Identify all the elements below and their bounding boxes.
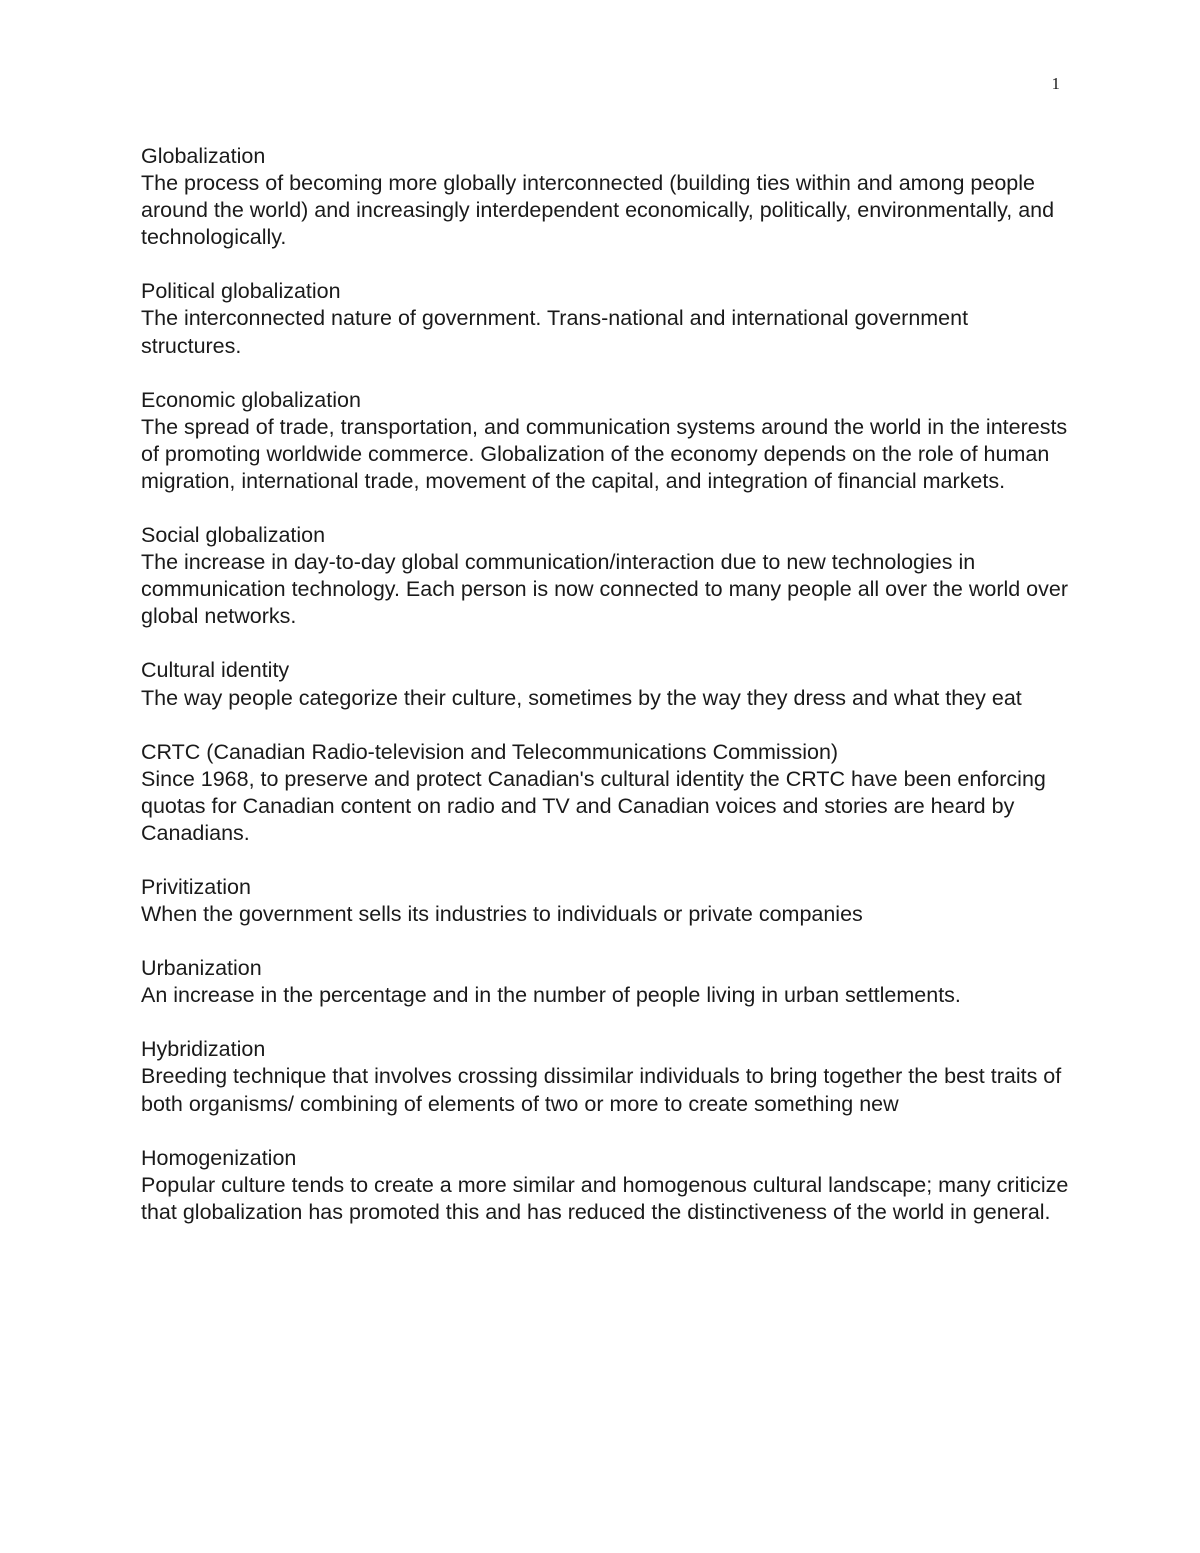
glossary-entry-crtc — [141, 739, 1071, 847]
page-number: 1 — [1051, 74, 1060, 93]
term-definition: Breeding technique that involves crossing dissimilar individuals to bring together the best traits of both organisms/ combining of elements of two or more to create something new — [141, 1064, 1062, 1116]
term-heading: Social globalization — [141, 523, 326, 548]
term-definition: The process of becoming more globally interconnected (building ties within and among people around the world) and increasingly interdependent economically, politically, environmentally, and technologically. — [141, 171, 1055, 250]
term-definition: The increase in day-to-day global communication/interaction due to new technologies in communication technology. Each person is now connected to many people all over the world over global networks. — [141, 550, 1069, 629]
term-heading: Economic globalization — [141, 387, 361, 412]
term-heading: CRTC (Canadian Radio-television and Telecommunications Commission) — [141, 739, 839, 764]
glossary-entry-homogenization — [141, 1145, 1071, 1226]
term-heading: Globalization — [141, 144, 266, 168]
term-definition: An increase in the percentage and in the number of people living in urban settlements. — [141, 983, 961, 1008]
term-definition: When the government sells its industries to individuals or private companies — [141, 902, 863, 927]
term-definition: Popular culture tends to create a more similar and homogenous cultural landscape; many criticize that globalization has promoted this and has reduced the distinctiveness of the world in general. — [141, 1172, 1069, 1224]
term-heading: Cultural identity — [141, 658, 290, 683]
term-definition: The interconnected nature of government. Trans-national and international government structures. — [141, 306, 969, 358]
glossary-entry-hybridization — [141, 1036, 1071, 1117]
term-heading: Homogenization — [141, 1145, 297, 1170]
glossary-entry-economic-globalization — [141, 387, 1071, 495]
term-heading: Urbanization — [141, 956, 262, 981]
glossary-entry-cultural-identity — [141, 657, 1071, 711]
term-heading: Privitization — [141, 874, 251, 899]
term-heading: Hybridization — [141, 1037, 266, 1062]
glossary-entry-political-globalization — [141, 278, 1071, 359]
term-heading: Political globalization — [141, 279, 341, 304]
glossary-entry-privitization — [141, 874, 1071, 928]
term-definition: The spread of trade, transportation, and communication systems around the world in the interests of promoting worldwide commerce. Globalization of the economy depends on the role of human migration, international trade, movement of the capital, and integration of financial markets. — [141, 414, 1068, 493]
glossary-entry-globalization — [141, 143, 1071, 251]
glossary-entry-urbanization — [141, 955, 1071, 1009]
glossary — [141, 143, 1071, 1253]
term-definition: Since 1968, to preserve and protect Canadian's cultural identity the CRTC have been enforcing quotas for Canadian content on radio and TV and Canadian voices and stories are heard by Canadians. — [141, 766, 1046, 845]
term-definition: The way people categorize their culture, sometimes by the way they dress and what they eat — [141, 685, 1022, 710]
glossary-entry-social-globalization — [141, 522, 1071, 630]
